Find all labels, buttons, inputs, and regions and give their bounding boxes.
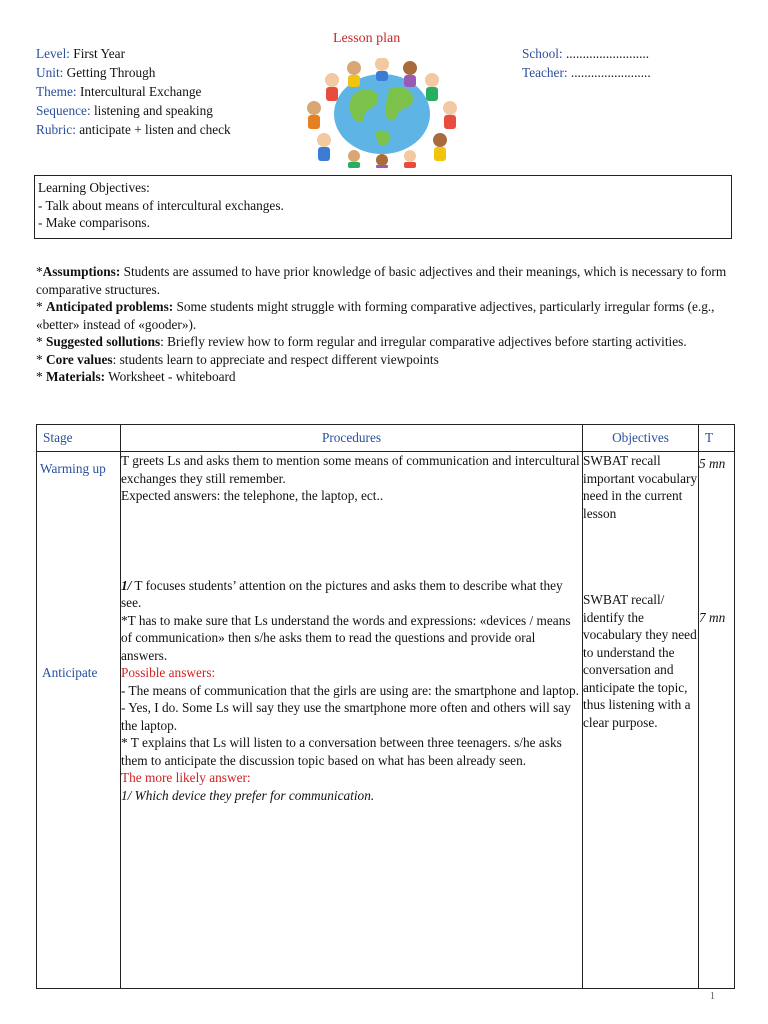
assumptions-section	[36, 263, 736, 386]
header-time: T	[699, 425, 735, 452]
info-teacher: Teacher: ........................	[522, 65, 651, 80]
anticipate-step-1: 1/ T focuses students’ attention on the pictures and asks them to describe what they see.	[121, 577, 563, 610]
learning-objectives-box	[34, 175, 732, 239]
lesson-info-left	[36, 45, 231, 140]
anticipate-objective: SWBAT recall/ identify the vocabulary they need to understand the conversation and anticipate the topic, thus listening with a clear purpose.	[583, 592, 697, 730]
stage-warming-up: Warming up	[40, 461, 106, 476]
info-unit: Unit: Getting Through	[36, 65, 156, 80]
objectives-cell	[583, 452, 699, 989]
warming-time: 5 mn	[699, 456, 726, 471]
lesson-info-right	[522, 45, 651, 83]
core-values-item: * Core values: students learn to appreciate and respect different viewpoints	[36, 351, 439, 367]
stage-cell	[37, 452, 121, 989]
assumptions-item: *Assumptions: Students are assumed to have prior knowledge of basic adjectives and their meanings, which is necessary to form comparative structures.	[36, 264, 727, 297]
info-school: School: .........................	[522, 46, 650, 61]
anticipate-listening-note: * T explains that Ls will listen to a conversation between three teenagers. s/he asks them to anticipate the discussion topic based on what has been already seen.	[121, 735, 562, 768]
procedure-table	[36, 424, 735, 989]
anticipated-problems-item: * Anticipated problems: Some students might struggle with forming comparative adjectives, particularly irregular forms (e.g., «better» instead of «gooder»).	[36, 299, 715, 332]
stage-anticipate: Anticipate	[42, 665, 98, 680]
warming-expected-answers: Expected answers: the telephone, the laptop, ect..	[121, 488, 384, 503]
header-stage: Stage	[37, 425, 121, 452]
materials-item: * Materials: Worksheet - whiteboard	[36, 369, 236, 384]
page-title: Lesson plan	[333, 31, 401, 46]
anticipate-time: 7 mn	[699, 609, 726, 625]
objectives-title: Learning Objectives:	[38, 180, 150, 195]
objective-item: - Talk about means of intercultural exchanges.	[38, 197, 284, 213]
info-level: Level: First Year	[36, 46, 126, 61]
warming-procedure: T greets Ls and asks them to mention some means of communication and intercultural exchanges they still remember.	[121, 453, 580, 486]
table-header-row	[37, 425, 735, 452]
possible-answer-2: - Yes, I do. Some Ls will say they use the smartphone more often and others will say the laptop.	[121, 700, 571, 733]
table-row	[37, 452, 735, 989]
info-rubric: Rubric: anticipate + listen and check	[36, 122, 231, 137]
possible-answers-label: Possible answers:	[121, 665, 216, 680]
page-number: 1	[710, 991, 715, 1002]
procedures-cell	[121, 452, 583, 989]
header-objectives: Objectives	[583, 425, 699, 452]
children-around-globe-icon	[292, 58, 472, 168]
objective-item: - Make comparisons.	[38, 215, 150, 230]
anticipate-vocabulary-note: *T has to make sure that Ls understand the words and expressions: «devices / means of communication» then s/he asks them to read the questions and provide oral answers.	[121, 612, 571, 663]
info-theme: Theme: Intercultural Exchange	[36, 84, 202, 99]
likely-answer-label: The more likely answer:	[121, 770, 251, 785]
time-cell	[699, 452, 735, 989]
header-procedures: Procedures	[121, 425, 583, 452]
suggested-solutions-item: * Suggested sollutions: Briefly review how to form regular and irregular comparative adjectives before starting activities.	[36, 334, 687, 349]
possible-answer-1: - The means of communication that the girls are using are: the smartphone and laptop.	[121, 682, 579, 698]
info-sequence: Sequence: listening and speaking	[36, 103, 213, 118]
warming-objective: SWBAT recall important vocabulary need in the current lesson	[583, 453, 698, 521]
likely-answer: 1/ Which device they prefer for communication.	[121, 787, 375, 803]
